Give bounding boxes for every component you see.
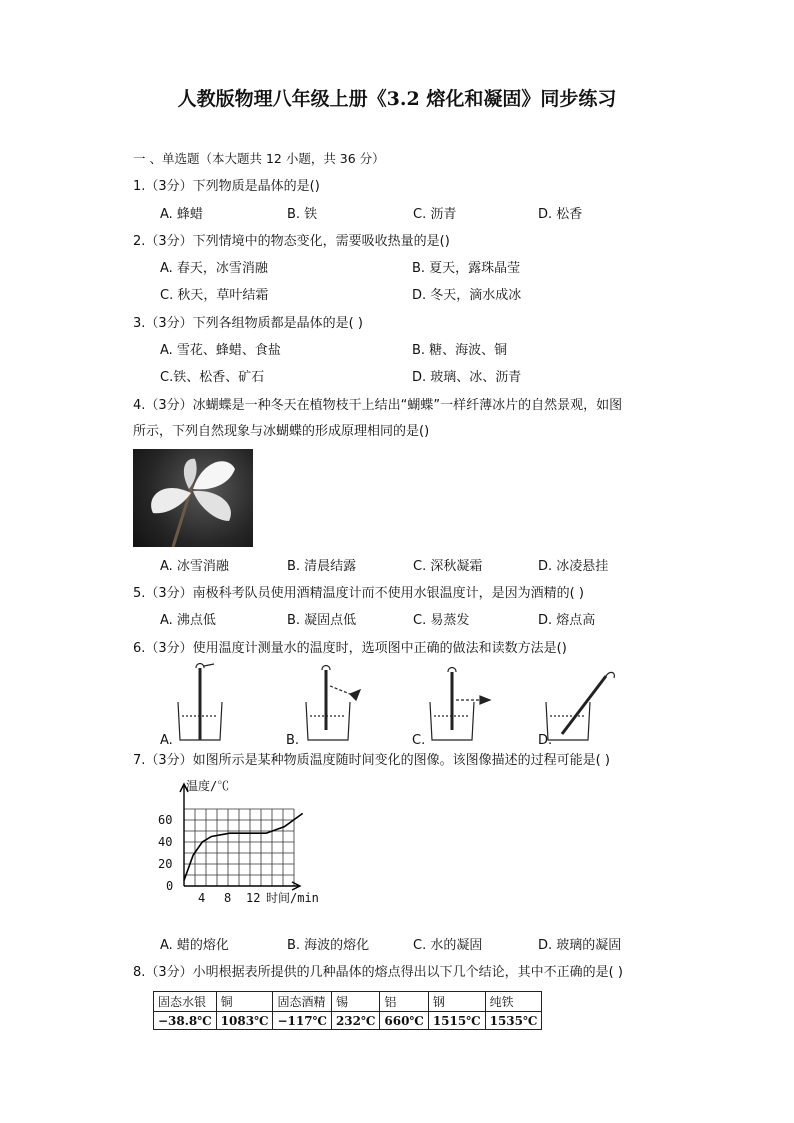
table-header-cell: 固态酒精	[273, 992, 331, 1012]
question-1-stem: 1.（3分）下列物质是晶体的是()	[133, 179, 320, 194]
question-7-option-d[interactable]: D. 玻璃的凝固	[538, 938, 622, 953]
page-title: 人教版物理八年级上册《3.2 熔化和凝固》同步练习	[177, 88, 617, 110]
question-1-option-d[interactable]: D. 松香	[538, 207, 583, 222]
graph-y-axis-label: 温度/℃	[186, 779, 230, 793]
graph-y-tick: 60	[158, 813, 173, 827]
question-2-option-c[interactable]: C. 秋天，草叶结霜	[160, 288, 269, 303]
question-3-option-c[interactable]: C.铁、松香、矿石	[160, 370, 265, 385]
ice-butterfly-image	[133, 449, 253, 547]
question-2-option-a[interactable]: A. 春天，冰雪消融	[160, 261, 268, 276]
temperature-time-graph	[148, 776, 344, 908]
question-7-option-c[interactable]: C. 水的凝固	[413, 938, 483, 953]
question-7-option-a[interactable]: A. 蜡的熔化	[160, 938, 229, 953]
ice-butterfly-photo	[133, 449, 253, 547]
figure-6-label-b[interactable]: B.	[286, 733, 300, 746]
table-header-row	[154, 992, 542, 1012]
question-1-option-a[interactable]: A. 蜂蜡	[160, 207, 203, 222]
graph-x-axis-label: 时间/min	[266, 891, 319, 905]
table-header-cell: 铜	[216, 992, 273, 1012]
question-3-option-d[interactable]: D. 玻璃、冰、沥青	[412, 370, 522, 385]
temperature-curve	[184, 813, 303, 880]
question-2-option-b[interactable]: B. 夏天，露珠晶莹	[412, 261, 521, 276]
question-6-stem: 6.（3分）使用温度计测量水的温度时，选项图中正确的做法和读数方法是()	[133, 641, 567, 656]
question-4-stem-line-1: 4.（3分）冰蝴蝶是一种冬天在植物枝干上结出“蝴蝶”一样纤薄冰片的自然景观，如图	[133, 398, 623, 413]
figure-6-label-a[interactable]: A.	[160, 733, 173, 746]
melting-point-table	[153, 991, 542, 1030]
question-3-option-a[interactable]: A. 雪花、蜂蜡、食盐	[160, 343, 281, 358]
section-heading: 一 、单选题（本大题共 12 小题，共 36 分）	[133, 151, 385, 166]
question-3-option-b[interactable]: B. 糖、海波、铜	[412, 343, 508, 358]
graph-x-tick: 12	[246, 891, 261, 905]
question-5-option-b[interactable]: B. 凝固点低	[287, 613, 357, 628]
question-5-option-a[interactable]: A. 沸点低	[160, 613, 216, 628]
table-value-cell: 1083℃	[216, 1012, 273, 1030]
beaker-c-figure	[430, 668, 490, 741]
table-value-cell: −117℃	[273, 1012, 331, 1030]
table-value-cell: 232℃	[331, 1012, 379, 1030]
question-7-option-b[interactable]: B. 海波的熔化	[287, 938, 370, 953]
question-2-option-d[interactable]: D. 冬天，滴水成冰	[412, 288, 522, 303]
table-header-cell: 固态水银	[154, 992, 217, 1012]
question-4-option-b[interactable]: B. 清晨结露	[287, 559, 357, 574]
question-2-stem: 2.（3分）下列情境中的物态变化，需要吸收热量的是()	[133, 234, 450, 249]
question-5-option-d[interactable]: D. 熔点高	[538, 613, 596, 628]
beaker-a-figure	[178, 664, 222, 741]
thermometer-beaker-figures	[150, 660, 630, 746]
question-4-option-a[interactable]: A. 冰雪消融	[160, 559, 229, 574]
beaker-b-figure	[306, 666, 360, 741]
question-4-option-c[interactable]: C. 深秋凝霜	[413, 559, 483, 574]
graph-y-tick: 0	[166, 879, 174, 893]
table-value-cell: 1535℃	[485, 1012, 542, 1030]
question-3-stem: 3.（3分）下列各组物质都是晶体的是( )	[133, 316, 363, 331]
table-header-cell: 纯铁	[485, 992, 542, 1012]
graph-y-tick: 20	[158, 857, 173, 871]
question-5-option-c[interactable]: C. 易蒸发	[413, 613, 470, 628]
graph-grid	[184, 809, 294, 886]
question-7-stem: 7.（3分）如图所示是某种物质温度随时间变化的图像。该图像描述的过程可能是( )	[133, 753, 610, 768]
question-4-stem-line-2: 所示，下列自然现象与冰蝴蝶的形成原理相同的是()	[133, 424, 430, 439]
question-5-stem: 5.（3分）南极科考队员使用酒精温度计而不使用水银温度计，是因为酒精的( )	[133, 586, 584, 601]
question-8-stem: 8.（3分）小明根据表所提供的几种晶体的熔点得出以下几个结论，其中不正确的是( )	[133, 965, 623, 980]
question-1-option-b[interactable]: B. 铁	[287, 207, 318, 222]
graph-x-tick: 8	[224, 891, 232, 905]
question-4-option-d[interactable]: D. 冰凌悬挂	[538, 559, 609, 574]
question-1-option-c[interactable]: C. 沥青	[413, 207, 457, 222]
figure-6-label-c[interactable]: C.	[412, 733, 426, 746]
table-value-cell: 1515℃	[428, 1012, 485, 1030]
table-values-row	[154, 1012, 542, 1030]
graph-x-tick: 4	[198, 891, 206, 905]
table-value-cell: −38.8℃	[154, 1012, 217, 1030]
beaker-d-figure	[546, 672, 614, 740]
table-header-cell: 锡	[331, 992, 379, 1012]
graph-y-tick: 40	[158, 835, 173, 849]
figure-6-label-d[interactable]: D.	[538, 733, 553, 746]
graph-axes	[180, 784, 300, 890]
table-value-cell: 660℃	[380, 1012, 428, 1030]
table-header-cell: 铝	[380, 992, 428, 1012]
table-header-cell: 钢	[428, 992, 485, 1012]
